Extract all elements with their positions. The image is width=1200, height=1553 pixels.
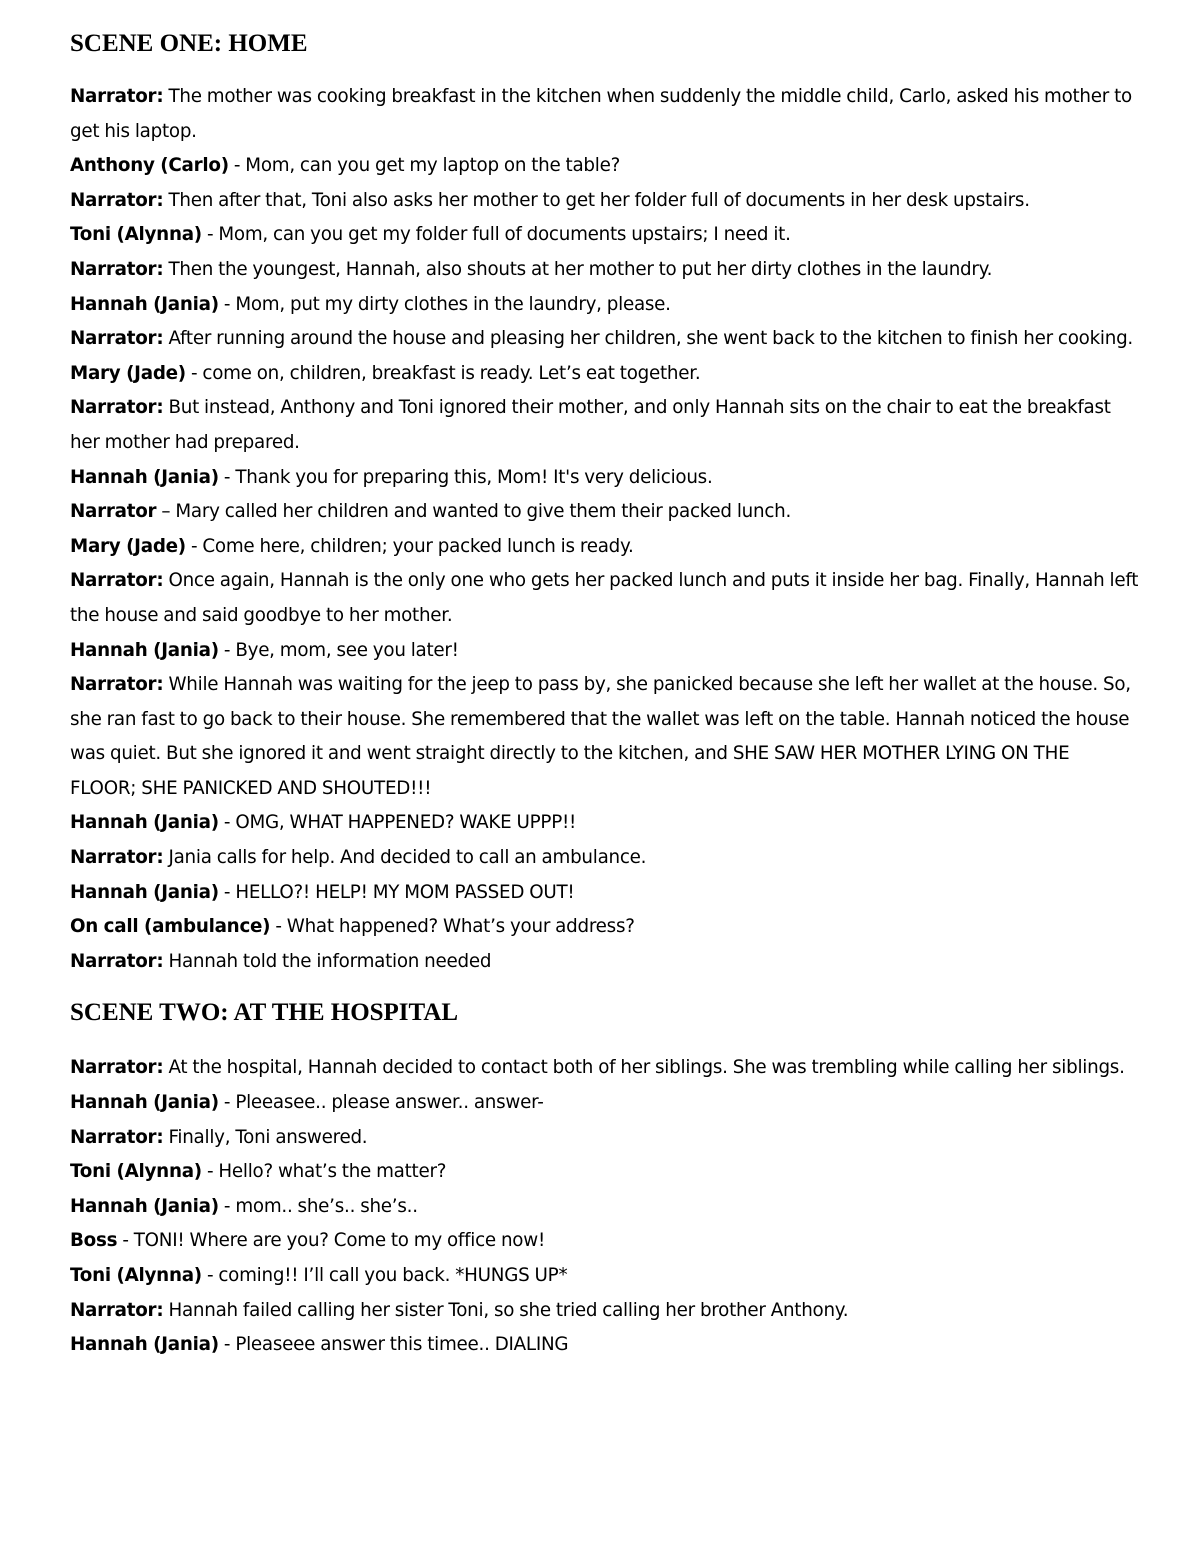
dialogue-text: - What happened? What’s your address? (270, 916, 635, 938)
speaker-name: Mary (Jade) (70, 535, 186, 557)
speaker-name: Narrator: (70, 397, 164, 419)
dialogue-line (70, 876, 1140, 911)
dialogue-line (70, 1051, 1140, 1086)
scene-one-heading: SCENE ONE: HOME (70, 30, 308, 57)
speaker-name: Narrator: (70, 258, 164, 280)
dialogue-text: - Hello? what’s the matter? (201, 1161, 447, 1183)
dialogue-line (70, 80, 1140, 149)
dialogue-text: - Mom, can you get my folder full of documents upstairs; I need it. (201, 224, 791, 246)
dialogue-text: But instead, Anthony and Toni ignored their mother, and only Hannah sits on the chair to eat the breakfast her mother had prepared. (70, 397, 1111, 453)
dialogue-text: Jania calls for help. And decided to call an ambulance. (163, 847, 647, 869)
dialogue-line (70, 945, 1140, 980)
dialogue-line (70, 806, 1140, 841)
speaker-name: Narrator: (70, 1057, 164, 1079)
dialogue-line (70, 564, 1140, 633)
dialogue-text: - mom.. she’s.. she’s.. (218, 1195, 418, 1217)
dialogue-text: Then the youngest, Hannah, also shouts at her mother to put her dirty clothes in the laundry. (163, 258, 993, 280)
dialogue-line (70, 1328, 1140, 1363)
speaker-name: Hannah (Jania) (70, 812, 219, 834)
speaker-name: Narrator: (70, 328, 164, 350)
speaker-name: Boss (70, 1230, 118, 1252)
speaker-name: Hannah (Jania) (70, 293, 219, 315)
dialogue-line (70, 530, 1140, 565)
dialogue-line (70, 1259, 1140, 1294)
speaker-name: Narrator: (70, 847, 164, 869)
speaker-name: Hannah (Jania) (70, 1195, 219, 1217)
dialogue-line (70, 288, 1140, 323)
dialogue-line (70, 357, 1140, 392)
dialogue-line (70, 1190, 1140, 1225)
dialogue-line (70, 253, 1140, 288)
dialogue-line (70, 1294, 1140, 1329)
speaker-name: On call (ambulance) (70, 916, 271, 938)
scene-two-dialogue (70, 1051, 1140, 1362)
speaker-name: Narrator: (70, 1126, 164, 1148)
dialogue-line (70, 1086, 1140, 1121)
dialogue-text: - Mom, put my dirty clothes in the laundry, please. (218, 293, 671, 315)
dialogue-text: - Thank you for preparing this, Mom! It's very delicious. (218, 466, 713, 488)
speaker-name: Toni (Alynna) (70, 1265, 202, 1286)
speaker-name: Narrator: (70, 189, 164, 211)
dialogue-line (70, 841, 1140, 876)
dialogue-line (70, 495, 1140, 530)
speaker-name: Narrator: (70, 674, 164, 696)
dialogue-text: After running around the house and pleasing her children, she went back to the kitchen to finish her cooking. (163, 328, 1133, 350)
speaker-name: Toni (Alynna) (70, 224, 202, 246)
script-page (70, 28, 1140, 1363)
dialogue-line (70, 668, 1140, 806)
speaker-name: Narrator: (70, 1299, 164, 1321)
dialogue-text: Finally, Toni answered. (163, 1126, 368, 1148)
dialogue-text: Then after that, Toni also asks her mother to get her folder full of documents in her desk upstairs. (163, 189, 1030, 211)
dialogue-line (70, 1121, 1140, 1156)
speaker-name: Narrator: (70, 570, 164, 592)
dialogue-text: - coming!! I’ll call you back. *HUNGS UP* (201, 1265, 568, 1286)
dialogue-text: At the hospital, Hannah decided to contact both of her siblings. She was trembling while calling her siblings. (163, 1057, 1125, 1079)
dialogue-text: - Come here, children; your packed lunch is ready. (185, 535, 634, 557)
dialogue-line (70, 1155, 1140, 1190)
speaker-name: Anthony (Carlo) (70, 155, 229, 177)
dialogue-text: - come on, children, breakfast is ready. Let’s eat together. (185, 362, 701, 384)
speaker-name: Toni (Alynna) (70, 1161, 202, 1183)
dialogue-text: Hannah failed calling her sister Toni, so she tried calling her brother Anthony. (163, 1299, 849, 1321)
speaker-name: Narrator (70, 501, 157, 523)
dialogue-text: - Pleeasee.. please answer.. answer- (218, 1092, 544, 1114)
dialogue-line (70, 461, 1140, 496)
speaker-name: Narrator: (70, 950, 164, 972)
speaker-name: Mary (Jade) (70, 362, 186, 384)
dialogue-line (70, 218, 1140, 253)
speaker-name: Hannah (Jania) (70, 1334, 219, 1356)
dialogue-text: - Bye, mom, see you later! (218, 639, 459, 661)
dialogue-line (70, 910, 1140, 945)
dialogue-line (70, 634, 1140, 669)
dialogue-text: - Mom, can you get my laptop on the table? (228, 155, 621, 177)
scene-one-dialogue (70, 80, 1140, 979)
dialogue-text: Once again, Hannah is the only one who gets her packed lunch and puts it inside her bag. Finally, Hannah left the house and said goodbye to her mother. (70, 570, 1139, 626)
scene-two-heading: SCENE TWO: AT THE HOSPITAL (70, 999, 459, 1027)
speaker-name: Narrator: (70, 86, 164, 107)
dialogue-text: - TONI! Where are you? Come to my office now! (117, 1230, 546, 1252)
dialogue-text: - HELLO?! HELP! MY MOM PASSED OUT! (218, 881, 575, 903)
dialogue-text: While Hannah was waiting for the jeep to pass by, she panicked because she left her wallet at the house. So, she ran fast to go back to their house. She remembered that the wallet was left on the table. Hannah noticed the house was quiet. But she ignored it and went straight directly to the kitchen, and SHE SAW HER MOTHER LYING ON THE FLOOR; SHE PANICKED AND SHOUTED!!! (70, 674, 1131, 799)
dialogue-text: Hannah told the information needed (163, 950, 492, 972)
dialogue-text: - OMG, WHAT HAPPENED? WAKE UPPP!! (218, 812, 577, 834)
dialogue-line (70, 391, 1140, 460)
speaker-name: Hannah (Jania) (70, 1092, 219, 1114)
dialogue-text: The mother was cooking breakfast in the kitchen when suddenly the middle child, Carlo, asked his mother to get his laptop. (70, 86, 1132, 142)
dialogue-line (70, 322, 1140, 357)
dialogue-text: - Pleaseee answer this timee.. DIALING (218, 1334, 569, 1356)
dialogue-line (70, 184, 1140, 219)
speaker-name: Hannah (Jania) (70, 881, 219, 903)
speaker-name: Hannah (Jania) (70, 466, 219, 488)
dialogue-line (70, 1224, 1140, 1259)
dialogue-text: – Mary called her children and wanted to give them their packed lunch. (156, 501, 792, 523)
speaker-name: Hannah (Jania) (70, 639, 219, 661)
dialogue-line (70, 149, 1140, 184)
